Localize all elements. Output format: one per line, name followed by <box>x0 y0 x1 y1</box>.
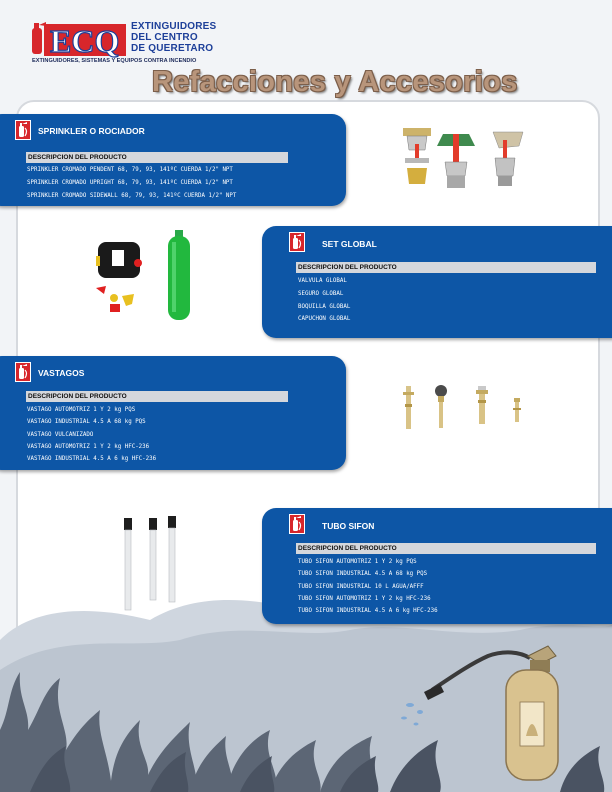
vastagos-image <box>396 384 531 434</box>
panel-title: SET GLOBAL <box>322 239 377 249</box>
list-item: VASTAGO INDUSTRIAL 4.5 A 68 kg PQS <box>27 419 146 425</box>
panel-title: VASTAGOS <box>38 368 85 378</box>
table-header: DESCRIPCION DEL PRODUCTO <box>296 262 596 273</box>
brand-logo <box>30 20 230 72</box>
list-item: VASTAGO AUTOMOTRIZ 1 Y 2 kg HFC-236 <box>27 444 150 450</box>
list-item: TUBO SIFON INDUSTRIAL 4.5 A 6 kg HFC-236 <box>298 608 438 614</box>
brand-name-line1: EXTINGUIDORES <box>131 21 217 32</box>
valve-icon <box>96 242 142 278</box>
valve-stem-icon <box>513 398 521 422</box>
panel-vastagos <box>0 356 346 470</box>
table-header: DESCRIPCION DEL PRODUCTO <box>26 391 288 402</box>
sprinkler-heads-image <box>395 126 530 196</box>
list-item: VASTAGO AUTOMOTRIZ 1 Y 2 kg PQS <box>27 407 136 413</box>
panel-sprinkler <box>0 114 346 206</box>
table-header: DESCRIPCION DEL PRODUCTO <box>296 543 596 554</box>
valve-stem-icon <box>403 386 414 429</box>
panel-title: SPRINKLER O ROCIADOR <box>38 126 145 136</box>
list-item: VASTAGO VULCANIZADO <box>27 432 94 438</box>
sprinkler-pendent-icon <box>403 128 431 184</box>
list-item: CAPUCHON GLOBAL <box>298 316 351 322</box>
extinguisher-badge-icon <box>15 120 31 140</box>
panel-title: TUBO SIFON <box>322 521 375 531</box>
panel-set-global <box>262 226 612 338</box>
list-item: SEGURO GLOBAL <box>298 291 344 297</box>
list-item: TUBO SIFON INDUSTRIAL 4.5 A 68 kg PQS <box>298 571 428 577</box>
cylinder-icon <box>168 230 190 320</box>
list-item: VALVULA GLOBAL <box>298 278 347 284</box>
list-item: TUBO SIFON AUTOMOTRIZ 1 Y 2 kg HFC-236 <box>298 596 431 602</box>
brand-tagline: EXTINGUIDORES, SISTEMAS Y EQUIPOS CONTRA INCENDIO <box>32 58 197 64</box>
valve-stem-icon <box>435 385 447 428</box>
extinguisher-badge-icon <box>289 232 305 252</box>
table-header: DESCRIPCION DEL PRODUCTO <box>26 152 288 163</box>
extinguisher-badge-icon <box>289 514 305 534</box>
sprinkler-upright-icon <box>437 134 475 188</box>
list-item: TUBO SIFON AUTOMOTRIZ 1 Y 2 kg PQS <box>298 559 417 565</box>
extinguisher-logo-icon <box>30 20 130 58</box>
list-item: SPRINKLER CROMADO SIDEWALL 68, 79, 93, 141ºC CUERDA 1/2" NPT <box>27 193 237 199</box>
sprinkler-sidewall-icon <box>493 132 523 186</box>
panel-tubo-sifon <box>262 508 612 624</box>
logo-text: ECQ <box>50 23 120 58</box>
list-item: BOQUILLA GLOBAL <box>298 304 351 310</box>
brand-name-line2: DEL CENTRO <box>131 32 198 43</box>
brand-name-line3: DE QUERETARO <box>131 43 214 54</box>
list-item: VASTAGO INDUSTRIAL 4.5 A 6 kg HFC-236 <box>27 456 157 462</box>
list-item: SPRINKLER CROMADO UPRIGHT 68, 79, 93, 141ºC CUERDA 1/2" NPT <box>27 180 233 186</box>
nozzle-icon <box>96 286 134 312</box>
valve-stem-icon <box>476 386 488 424</box>
extinguisher-badge-icon <box>15 362 31 382</box>
set-global-image <box>92 228 204 320</box>
list-item: SPRINKLER CROMADO PENDENT 68, 79, 93, 141ºC CUERDA 1/2" NPT <box>27 167 233 173</box>
list-item: TUBO SIFON INDUSTRIAL 10 L AGUA/AFFF <box>298 584 424 590</box>
page-title: Refacciones y Accesorios <box>152 66 518 98</box>
